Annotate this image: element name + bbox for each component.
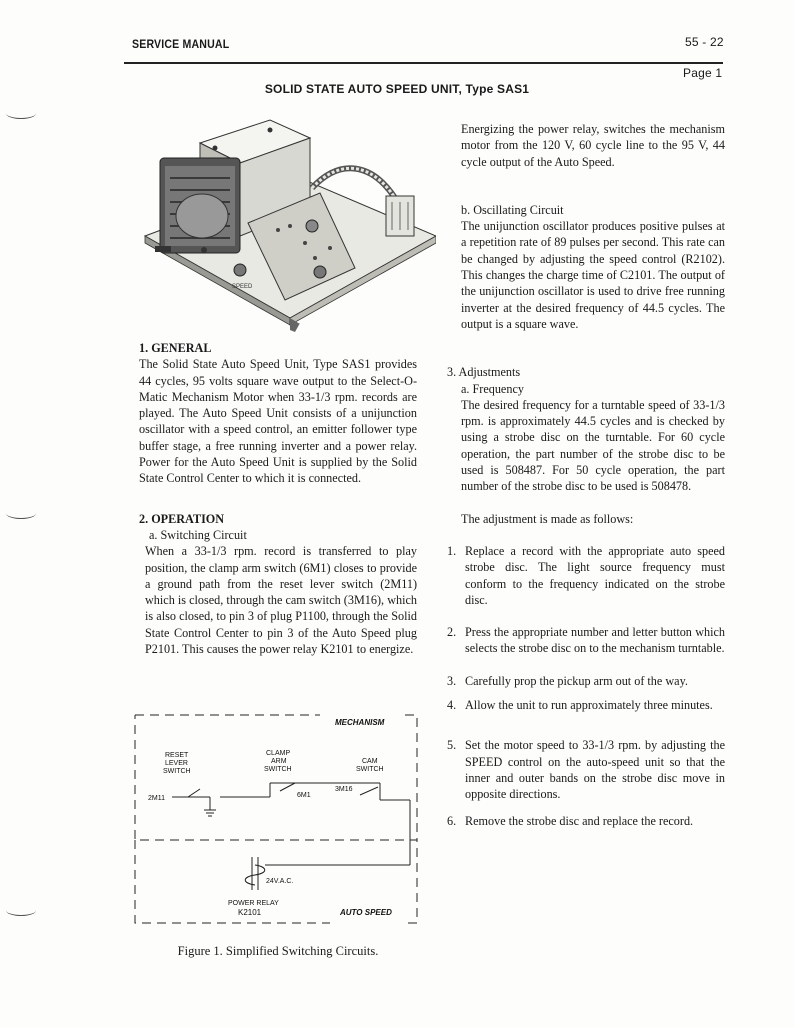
- step-6: 6. Remove the strobe disc and replace the record.: [447, 813, 694, 828]
- switching-circuit-subheading: a. Switching Circuit: [149, 527, 247, 542]
- step-1: 1. Replace a record with the appropriate auto speed strobe disc. The light source frequency must conform to the frequency indicated on the strobe disc.: [447, 543, 725, 607]
- cam-label-1: CAM: [362, 758, 378, 765]
- left-column: [139, 340, 417, 657]
- manual-title: SERVICE MANUAL: [132, 37, 230, 51]
- auto-speed-label: AUTO SPEED: [340, 908, 392, 917]
- section-number: 55 - 22: [685, 35, 724, 49]
- document-title: SOLID STATE AUTO SPEED UNIT, Type SAS1: [264, 82, 530, 96]
- figure-caption: Figure 1. Simplified Switching Circuits.: [177, 944, 379, 958]
- speed-label: SPEED: [232, 284, 253, 290]
- reset-label-3: SWITCH: [163, 768, 191, 775]
- page-number: Page 1: [683, 66, 723, 80]
- binder-punch-mark: [6, 508, 36, 519]
- relay-label-2: K2101: [238, 908, 262, 917]
- oscillating-circuit-subheading: b. Oscillating Circuit: [461, 202, 564, 217]
- step-4: 4. Allow the unit to run approximately three minutes.: [447, 698, 713, 713]
- frequency-body: The desired frequency for a turntable speed of 33-1/3 rpm. is approximately 44.5 cycles and is checked by using a strobe disc on the turntable. For 60 cycle operation, the part number of the strobe disc to be used is 508487. For 50 cycle operation, the part number of the strobe disc to be used is 508478.: [461, 397, 725, 494]
- right-column: [447, 121, 725, 829]
- cam-label-2: SWITCH: [356, 766, 384, 773]
- oscillating-circuit-body: The unijunction oscillator produces positive pulses at a repetition rate of 89 pulses per second. This rate can be changed by adjusting the speed control (R2102). This changes the charge time of C2101. The output of the unijunction oscillator is used to drive free running inverter at the desired frequency of 44.5 cycles. The output is a square wave.: [461, 219, 725, 331]
- reset-label-1: RESET: [165, 752, 189, 759]
- relay-label-1: POWER RELAY: [228, 900, 279, 907]
- switch-2m11-label: 2M11: [148, 795, 165, 802]
- binder-punch-mark: [6, 108, 36, 119]
- switching-circuit-diagram: [130, 705, 426, 930]
- switch-3m16-label: 3M16: [335, 786, 353, 793]
- step-3: 3. Carefully prop the pickup arm out of the way.: [447, 673, 688, 688]
- switching-circuit-continued: Energizing the power relay, switches the mechanism motor from the 120 V, 60 cycle line to the 95 V, 44 cycle output of the Auto Speed.: [461, 122, 725, 169]
- adjustments-heading: 3. Adjustments: [447, 365, 521, 380]
- mechanism-label: MECHANISM: [335, 718, 385, 727]
- general-heading: 1. GENERAL: [139, 341, 212, 355]
- header-rule: [124, 62, 723, 64]
- clamp-label-2: ARM: [271, 758, 287, 765]
- switch-6m1-label: 6M1: [297, 792, 311, 799]
- reset-label-2: LEVER: [165, 760, 188, 767]
- step-5: 5. Set the motor speed to 33-1/3 rpm. by adjusting the SPEED control on the auto-speed unit so that the inner and outer bands on the strobe disc move in opposite directions.: [447, 738, 725, 802]
- operation-heading: 2. OPERATION: [139, 511, 225, 526]
- general-body: The Solid State Auto Speed Unit, Type SAS1 provides 44 cycles, 95 volts square wave output to the Select-O-Matic Mechanism Motor when 33-1/3 rpm. records are played. The Auto Speed Unit consists of a unijunction oscillator with a speed control, an emitter follower type buffer stage, a free running inverter and a power relay. Power for the Auto Speed Unit is supplied by the Solid State Control Center to which it is connected.: [139, 357, 417, 486]
- step-2: 2. Press the appropriate number and letter button which selects the strobe disc on to the mechanism turntable.: [447, 625, 725, 656]
- binder-punch-mark: [6, 905, 36, 916]
- adjustment-intro: The adjustment is made as follows:: [461, 511, 634, 526]
- clamp-label-1: CLAMP: [266, 750, 291, 757]
- coil-voltage-label: 24V.A.C.: [266, 878, 294, 885]
- auto-speed-unit-photo: [140, 118, 436, 332]
- switching-circuit-body: When a 33-1/3 rpm. record is transferred to play position, the clamp arm switch (6M1) closes to provide a ground path from the reset lever switch (2M11) which is closed, through the cam switch (3M16), which is also closed, to pin 3 of plug P1100, through the Solid State Control Center to pin 3 of the Auto Speed plug P2101. This causes the power relay K2101 to energize.: [145, 544, 417, 657]
- clamp-label-3: SWITCH: [264, 766, 292, 773]
- frequency-subheading: a. Frequency: [461, 381, 524, 396]
